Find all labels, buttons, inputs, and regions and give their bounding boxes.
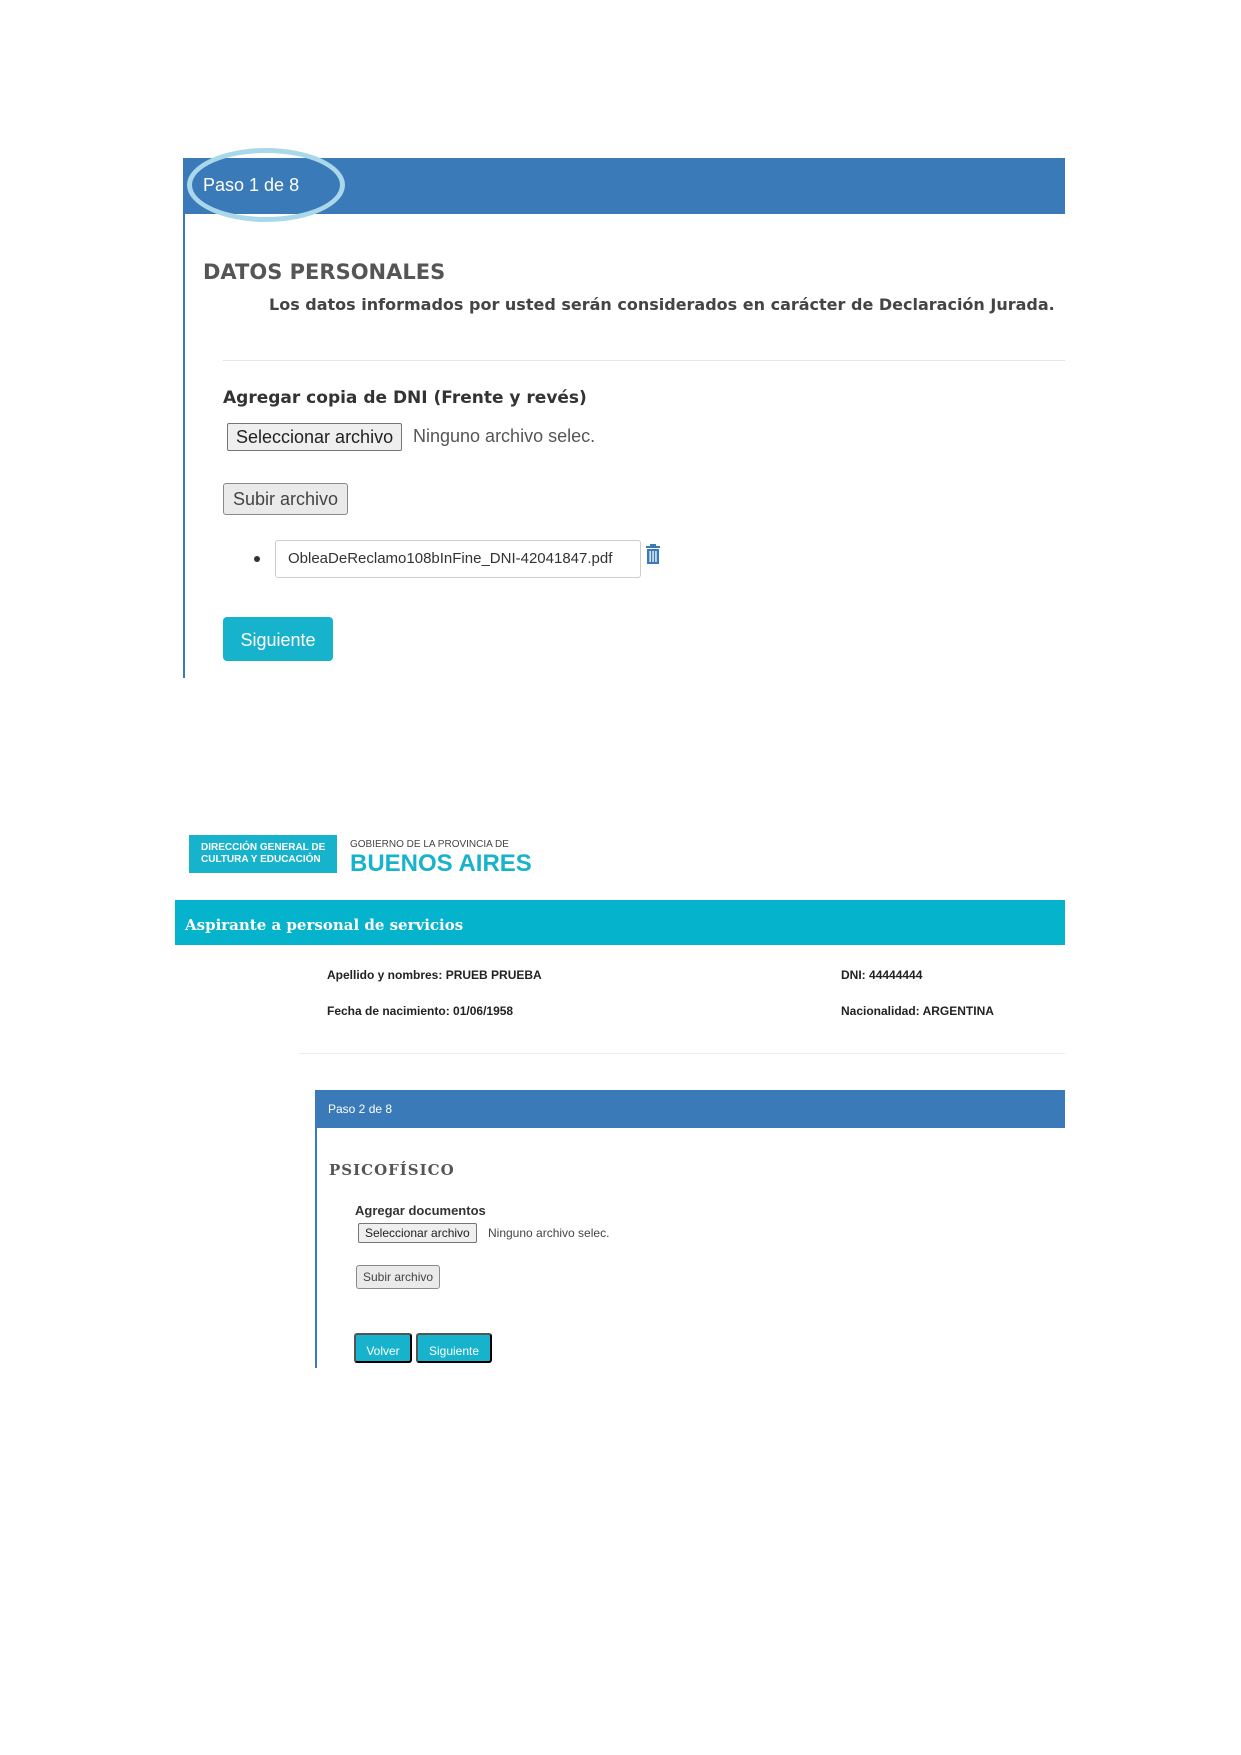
step2-step-label: Paso 2 de 8 bbox=[328, 1102, 393, 1116]
applicant-name-value: PRUEB PRUEBA bbox=[445, 968, 542, 982]
applicant-nationality bbox=[841, 1004, 994, 1018]
applicant-nationality-label: Nacionalidad: bbox=[841, 1004, 920, 1018]
step1-divider bbox=[223, 360, 1065, 361]
applicant-divider bbox=[299, 1053, 1065, 1054]
step2-panel bbox=[175, 828, 1065, 1368]
logo-line1: DIRECCIÓN GENERAL DE bbox=[201, 842, 326, 853]
applicant-birth-label: Fecha de nacimiento: bbox=[327, 1004, 450, 1018]
step2-card-border bbox=[315, 1090, 317, 1368]
applicant-name bbox=[327, 968, 542, 982]
upload-file-button[interactable]: Subir archivo bbox=[356, 1265, 440, 1289]
page-banner bbox=[175, 900, 1065, 945]
select-file-button[interactable]: Seleccionar archivo bbox=[227, 423, 402, 451]
gov-caption: GOBIERNO DE LA PROVINCIA DE bbox=[350, 839, 509, 850]
back-button[interactable]: Volver bbox=[354, 1333, 412, 1363]
applicant-name-label: Apellido y nombres: bbox=[327, 968, 443, 982]
gov-logo-text: BUENOS AIRES bbox=[350, 850, 532, 877]
applicant-birth-value: 01/06/1958 bbox=[453, 1004, 514, 1018]
list-bullet bbox=[254, 556, 260, 562]
applicant-nationality-value: ARGENTINA bbox=[922, 1004, 994, 1018]
upload-file-button[interactable]: Subir archivo bbox=[223, 483, 348, 515]
step2-section-title: PSICOFÍSICO bbox=[329, 1161, 455, 1179]
trash-icon[interactable] bbox=[645, 544, 661, 564]
select-file-button[interactable]: Seleccionar archivo bbox=[358, 1223, 477, 1243]
page-title: Aspirante a personal de servicios bbox=[185, 916, 464, 934]
next-button[interactable]: Siguiente bbox=[223, 617, 333, 661]
step1-highlight-ellipse bbox=[187, 148, 345, 222]
step1-declaration-note: Los datos informados por usted serán considerados en carácter de Declaración Jurada. bbox=[269, 295, 1055, 314]
next-button[interactable]: Siguiente bbox=[416, 1333, 492, 1363]
dgce-logo bbox=[189, 835, 337, 873]
logo-line2: CULTURA Y EDUCACIÓN bbox=[201, 854, 321, 865]
step1-panel-border bbox=[183, 158, 185, 678]
file-status-text: Ninguno archivo selec. bbox=[488, 1226, 610, 1240]
applicant-dni-label: DNI: bbox=[841, 968, 866, 982]
applicant-dni-value: 44444444 bbox=[869, 968, 923, 982]
applicant-birthdate bbox=[327, 1004, 513, 1018]
uploaded-file-item[interactable]: ObleaDeReclamo108bInFine_DNI-42041847.pdf bbox=[275, 540, 641, 578]
step1-step-label: Paso 1 de 8 bbox=[203, 175, 300, 195]
file-status-text: Ninguno archivo selec. bbox=[413, 426, 596, 446]
dni-copy-label: Agregar copia de DNI (Frente y revés) bbox=[223, 388, 587, 408]
step2-header bbox=[315, 1090, 1065, 1128]
step1-panel bbox=[183, 158, 1065, 678]
add-documents-label: Agregar documentos bbox=[355, 1203, 486, 1218]
applicant-dni bbox=[841, 968, 922, 982]
step1-section-title: DATOS PERSONALES bbox=[203, 260, 446, 284]
